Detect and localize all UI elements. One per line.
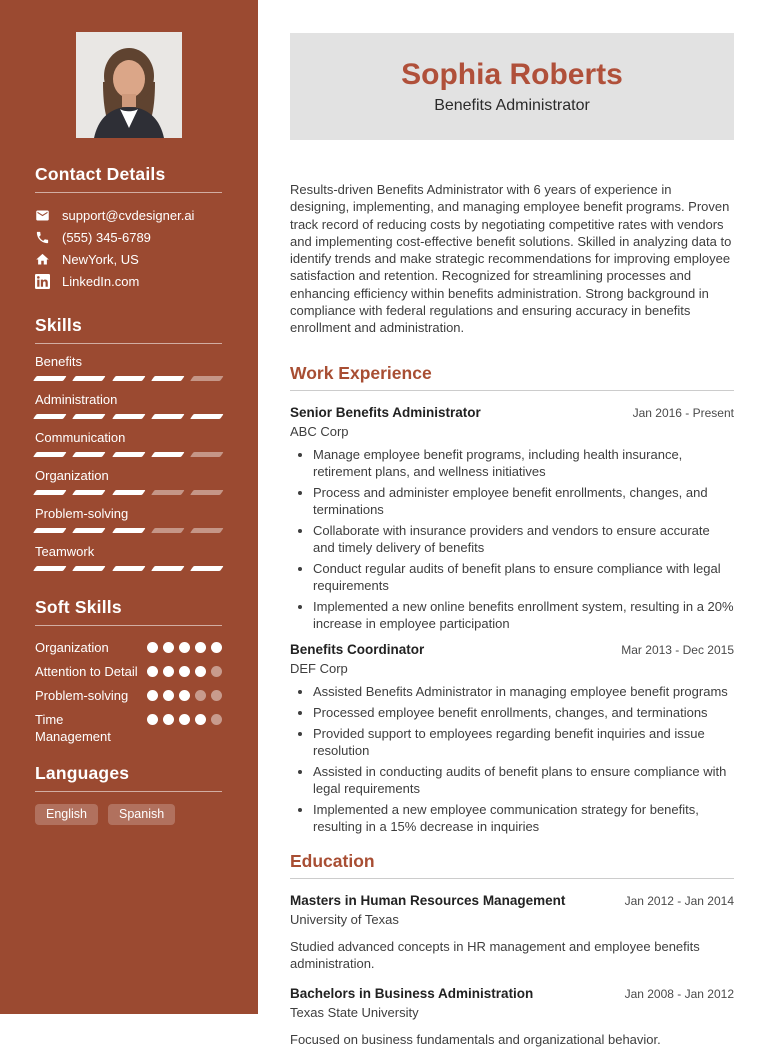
rating-dots bbox=[147, 639, 222, 656]
contact-item-location bbox=[35, 251, 222, 267]
languages-section bbox=[35, 763, 222, 825]
bullet-item: • Implemented a new employee communication strategy for benefits, resulting in a 15% decrease in inquiries bbox=[313, 801, 734, 835]
soft-skills-heading: Soft Skills bbox=[35, 597, 122, 617]
rating-dot bbox=[195, 714, 206, 725]
avatar-illustration bbox=[76, 32, 182, 138]
skill-bar bbox=[35, 528, 222, 533]
contact-list bbox=[35, 207, 222, 289]
rating-dot bbox=[147, 714, 158, 725]
language-pill: English bbox=[35, 804, 98, 825]
soft-skills-list bbox=[35, 639, 222, 745]
skill-bar-segment bbox=[73, 414, 106, 419]
skills-divider bbox=[35, 343, 222, 344]
skill-bar-segment bbox=[151, 490, 184, 495]
job-title: Senior Benefits Administrator bbox=[290, 404, 481, 420]
skill-bar-segment bbox=[33, 414, 66, 419]
work-experience-heading: Work Experience bbox=[290, 362, 432, 383]
skill-label: Administration bbox=[35, 392, 118, 407]
skill-bar-segment bbox=[112, 414, 145, 419]
degree-school: Texas State University bbox=[290, 1005, 419, 1021]
skill-label: Organization bbox=[35, 468, 109, 483]
rating-dot bbox=[195, 690, 206, 701]
profile-photo bbox=[76, 32, 182, 138]
contact-heading: Contact Details bbox=[35, 164, 166, 184]
bullet-item: • Provided support to employees regarding benefit inquiries and issue resolution bbox=[313, 725, 734, 759]
skill-bar bbox=[35, 414, 222, 419]
education-entry bbox=[290, 985, 734, 1048]
skill-row bbox=[35, 354, 222, 381]
rating-dot bbox=[147, 642, 158, 653]
skill-bar-segment bbox=[33, 452, 66, 457]
work-experience-section bbox=[290, 363, 734, 835]
degree-description: Focused on business fundamentals and organizational behavior. bbox=[290, 1032, 661, 1048]
bullet-item: • Conduct regular audits of benefit plans to ensure compliance with legal requirements bbox=[313, 560, 734, 594]
candidate-title: Benefits Administrator bbox=[434, 97, 590, 114]
rating-dot bbox=[147, 690, 158, 701]
skill-label: Benefits bbox=[35, 354, 82, 369]
home-icon bbox=[35, 252, 50, 267]
contact-item-phone bbox=[35, 229, 222, 245]
rating-dot bbox=[163, 714, 174, 725]
skill-row bbox=[35, 544, 222, 571]
soft-skill-row bbox=[35, 663, 222, 680]
skill-bar-segment bbox=[73, 490, 106, 495]
job-entry bbox=[290, 404, 734, 632]
rating-dot bbox=[179, 666, 190, 677]
languages-list bbox=[35, 804, 222, 825]
skill-label: Communication bbox=[35, 430, 126, 445]
skill-label: Problem-solving bbox=[35, 506, 129, 521]
skill-bar-segment bbox=[190, 528, 223, 533]
bullet-item: • Assisted Benefits Administrator in managing employee benefit programs bbox=[313, 683, 734, 700]
job-title-row bbox=[290, 404, 734, 421]
soft-skills-divider bbox=[35, 625, 222, 626]
bullet-item: • Manage employee benefit programs, including health insurance, retirement plans, and wellness initiatives bbox=[313, 446, 734, 480]
job-bullet-list bbox=[290, 446, 734, 632]
soft-skill-row bbox=[35, 687, 222, 704]
skill-bar bbox=[35, 490, 222, 495]
main-content bbox=[258, 0, 768, 1048]
contact-item-email bbox=[35, 207, 222, 223]
rating-dot bbox=[195, 642, 206, 653]
job-company: ABC Corp bbox=[290, 423, 349, 439]
job-title-row bbox=[290, 641, 734, 658]
degree-title: Masters in Human Resources Management bbox=[290, 892, 566, 908]
skill-bar-segment bbox=[73, 376, 106, 381]
linkedin-icon bbox=[35, 274, 50, 289]
skill-row bbox=[35, 506, 222, 533]
rating-dot bbox=[179, 714, 190, 725]
rating-dot bbox=[163, 666, 174, 677]
rating-dot bbox=[163, 690, 174, 701]
skill-bar-segment bbox=[151, 414, 184, 419]
rating-dots bbox=[147, 687, 222, 704]
skill-row bbox=[35, 430, 222, 457]
skill-bar bbox=[35, 376, 222, 381]
rating-dot bbox=[211, 666, 222, 677]
skill-row bbox=[35, 392, 222, 419]
skill-row bbox=[35, 468, 222, 495]
skill-bar-segment bbox=[73, 528, 106, 533]
skill-bar-segment bbox=[190, 376, 223, 381]
skills-heading: Skills bbox=[35, 315, 82, 335]
job-title: Benefits Coordinator bbox=[290, 641, 425, 657]
bullet-item: • Implemented a new online benefits enrollment system, resulting in a 20% increase in employee participation bbox=[313, 598, 734, 632]
soft-skills-section bbox=[35, 597, 222, 745]
skill-bar-segment bbox=[151, 566, 184, 571]
work-experience-divider bbox=[290, 390, 734, 391]
rating-dots bbox=[147, 711, 222, 745]
degree-dates: Jan 2012 - Jan 2014 bbox=[624, 893, 734, 908]
languages-divider bbox=[35, 791, 222, 792]
skill-bar-segment bbox=[112, 566, 145, 571]
skill-bar-segment bbox=[33, 376, 66, 381]
job-bullet-list bbox=[290, 683, 734, 835]
rating-dot bbox=[211, 642, 222, 653]
soft-skill-row bbox=[35, 639, 222, 656]
skill-bar bbox=[35, 566, 222, 571]
rating-dots bbox=[147, 663, 222, 680]
soft-skill-label: Organization bbox=[35, 640, 109, 655]
degree-title: Bachelors in Business Administration bbox=[290, 986, 534, 1002]
skill-bar-segment bbox=[112, 452, 145, 457]
job-company: DEF Corp bbox=[290, 660, 348, 676]
job-entry bbox=[290, 641, 734, 835]
degree-dates: Jan 2008 - Jan 2012 bbox=[624, 987, 734, 1002]
skill-bar-segment bbox=[151, 376, 184, 381]
contact-phone-text: (555) 345-6789 bbox=[62, 229, 151, 245]
skill-bar-segment bbox=[190, 452, 223, 457]
education-heading: Education bbox=[290, 850, 375, 871]
rating-dot bbox=[163, 642, 174, 653]
skills-section bbox=[35, 315, 222, 571]
language-pill: Spanish bbox=[108, 804, 175, 825]
skill-label: Teamwork bbox=[35, 544, 95, 559]
education-entry bbox=[290, 892, 734, 973]
contact-linkedin-text: LinkedIn.com bbox=[62, 273, 140, 289]
degree-title-row bbox=[290, 985, 734, 1002]
degree-description: Studied advanced concepts in HR management and employee benefits administration. bbox=[290, 938, 700, 971]
rating-dot bbox=[179, 642, 190, 653]
education-section bbox=[290, 851, 734, 1049]
rating-dot bbox=[179, 690, 190, 701]
skill-bar-segment bbox=[190, 490, 223, 495]
skill-bar-segment bbox=[33, 490, 66, 495]
skill-bar-segment bbox=[73, 452, 106, 457]
skill-bar-segment bbox=[73, 566, 106, 571]
rating-dot bbox=[211, 690, 222, 701]
bullet-item: • Process and administer employee benefit enrollments, changes, and terminations bbox=[313, 484, 734, 518]
skill-bar-segment bbox=[112, 490, 145, 495]
soft-skill-row bbox=[35, 711, 222, 745]
job-dates: Jan 2016 - Present bbox=[632, 405, 734, 420]
rating-dot bbox=[195, 666, 206, 677]
name-header bbox=[290, 33, 734, 140]
phone-icon bbox=[35, 230, 50, 245]
skill-bar-segment bbox=[33, 528, 66, 533]
skill-bar-segment bbox=[33, 566, 66, 571]
professional-summary: Results-driven Benefits Administrator with 6 years of experience in designing, implementing, and managing employee benefit programs. Proven track record of reducing costs by negotiating competitive rates with vendors and implementing cost-effective benefit solutions. Skilled in analyzing data to identify trends and make strategic recommendations for improving employee satisfaction and retention. Recognized for streamlining processes and enhancing efficiency within benefits administration. Strong background in compliance with federal regulations and ensuring accuracy in benefits enrollment and administration. bbox=[290, 182, 732, 336]
candidate-name: Sophia Roberts bbox=[401, 58, 623, 91]
bullet-item: • Collaborate with insurance providers and vendors to ensure accurate and timely delivery of benefits bbox=[313, 522, 734, 556]
skill-bar-segment bbox=[112, 376, 145, 381]
soft-skill-label: Problem-solving bbox=[35, 688, 129, 703]
contact-location-text: NewYork, US bbox=[62, 251, 139, 267]
soft-skill-label: Time Management bbox=[35, 712, 111, 744]
skill-bar-segment bbox=[112, 528, 145, 533]
soft-skill-label: Attention to Detail bbox=[35, 664, 138, 679]
contact-divider bbox=[35, 192, 222, 193]
sidebar bbox=[0, 0, 258, 1014]
skill-bar-segment bbox=[190, 414, 223, 419]
degree-title-row bbox=[290, 892, 734, 909]
bullet-item: • Assisted in conducting audits of benefit plans to ensure compliance with legal requirements bbox=[313, 763, 734, 797]
skill-bar-segment bbox=[151, 452, 184, 457]
bullet-item: • Processed employee benefit enrollments, changes, and terminations bbox=[313, 704, 734, 721]
skills-list bbox=[35, 354, 222, 571]
contact-email-text: support@cvdesigner.ai bbox=[62, 207, 195, 223]
rating-dot bbox=[147, 666, 158, 677]
job-dates: Mar 2013 - Dec 2015 bbox=[621, 642, 734, 657]
contact-section bbox=[35, 164, 222, 289]
skill-bar-segment bbox=[151, 528, 184, 533]
languages-heading: Languages bbox=[35, 763, 130, 783]
skill-bar bbox=[35, 452, 222, 457]
rating-dot bbox=[211, 714, 222, 725]
skill-bar-segment bbox=[190, 566, 223, 571]
contact-item-linkedin bbox=[35, 273, 222, 289]
education-divider bbox=[290, 878, 734, 879]
degree-school: University of Texas bbox=[290, 911, 399, 927]
email-icon bbox=[35, 208, 50, 223]
